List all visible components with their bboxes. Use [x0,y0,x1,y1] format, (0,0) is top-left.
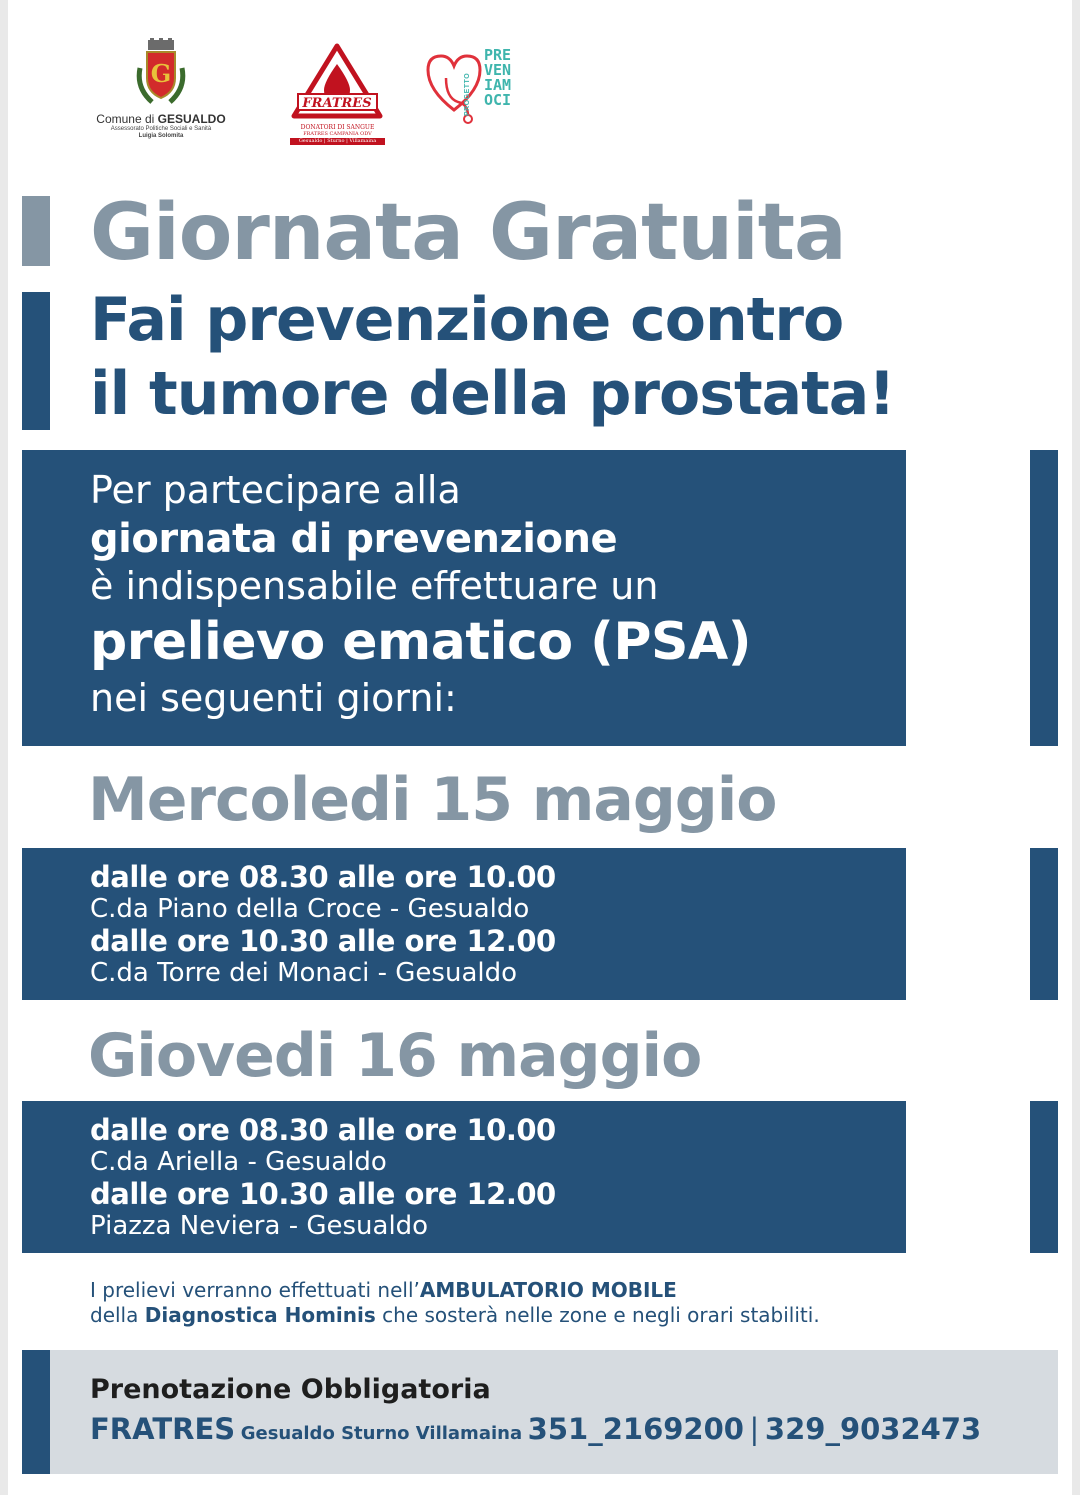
schedule-box [22,1101,906,1253]
intro-line: Per partecipare alla [90,468,461,512]
heart-stethoscope-icon [424,48,484,128]
intro-line: è indispensabile effettuare un [90,564,659,608]
intro-box [22,450,906,746]
schedule-side-bar [1030,1101,1058,1253]
intro-side-bar [1030,450,1058,746]
comune-department: Assessorato Politiche Sociali e Sanità [110,126,212,132]
crest-icon [134,38,188,108]
intro-line: giornata di prevenzione [90,516,618,562]
slot-time: dalle ore 08.30 alle ore 10.00 [90,860,556,894]
fratres-caption: DONATORI DI SANGUE FRATRES CAMPANIA ODV Gesualdo | Sturno | Villamaina [290,124,385,145]
slot-time: dalle ore 08.30 alle ore 10.00 [90,1113,556,1147]
blood-drop-icon [290,42,385,124]
svg-text:G: G [150,59,172,88]
title-accent-bar [22,196,50,266]
left-edge [0,0,8,1495]
footer-accent-bar [22,1350,50,1474]
subtitle-accent-bar [22,292,50,430]
main-title: Giornata Gratuita [90,188,846,278]
slot-time: dalle ore 10.30 alle ore 12.00 [90,924,556,958]
booking-contacts: FRATRES Gesualdo Sturno Villamaina 351_2169200 | 329_9032473 [90,1412,982,1446]
intro-line-psa: prelievo ematico (PSA) [90,612,751,672]
schedule-side-bar [1030,848,1058,1000]
slot-place: C.da Torre dei Monaci - Gesualdo [90,958,518,988]
progetto-label: PROGETTO [464,72,471,116]
day-title: Mercoledi 15 maggio [88,765,777,835]
preveniamoci-wordmark: PRE VEN IAM OCI [484,46,512,109]
schedule-box [22,848,906,1000]
comune-assessor: Luigia Solomita [138,133,184,139]
slot-place: Piazza Neviera - Gesualdo [90,1211,429,1241]
booking-footer [22,1350,1058,1474]
phone-number[interactable]: 351_2169200 [527,1412,744,1446]
right-edge [1072,0,1080,1495]
note-line: I prelievi verranno effettuati nell’AMBULATORIO MOBILE [90,1278,677,1302]
booking-label: Prenotazione Obbligatoria [90,1374,491,1405]
note-line: della Diagnostica Hominis che sosterà nelle zone e negli orari stabiliti. [90,1303,820,1327]
intro-line: nei seguenti giorni: [90,676,457,720]
comune-gesualdo-logo [86,38,236,153]
preveniamoci-logo [424,44,534,129]
svg-text:FRATRES: FRATRES [302,96,372,111]
fratres-logo [290,42,385,142]
subtitle: Fai prevenzione contro il tumore della prostata! [90,285,895,429]
phone-number[interactable]: 329_9032473 [764,1412,982,1446]
day-title: Giovedi 16 maggio [88,1021,702,1091]
slot-place: C.da Piano della Croce - Gesualdo [90,894,530,924]
comune-name: Comune di GESUALDO [96,112,226,126]
slot-place: C.da Ariella - Gesualdo [90,1147,387,1177]
slot-time: dalle ore 10.30 alle ore 12.00 [90,1177,556,1211]
